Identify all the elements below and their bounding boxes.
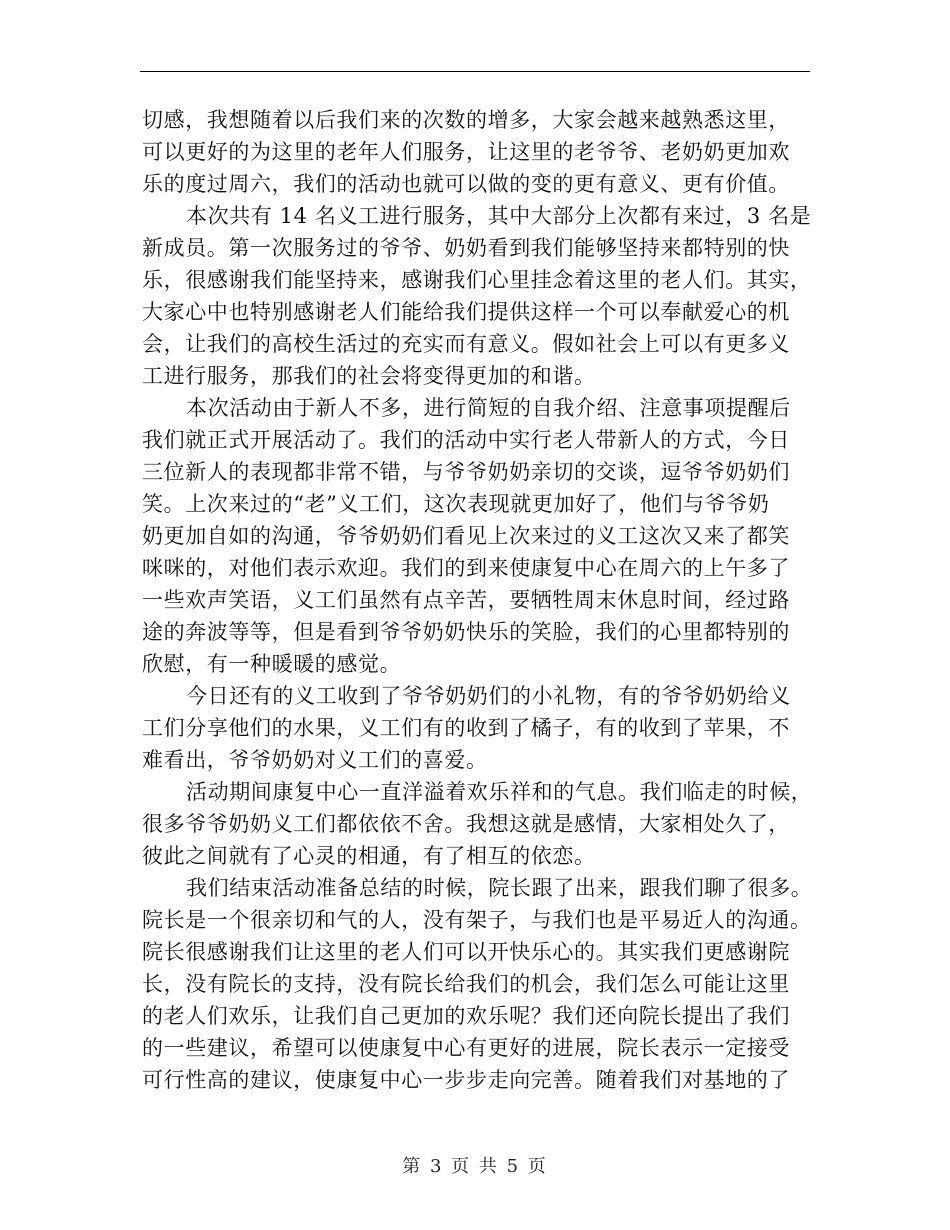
- page-number: 第 3 页 共 5 页: [402, 1156, 548, 1177]
- text-line: 工进行服务，那我们的社会将变得更加的和谐。: [142, 364, 596, 388]
- text-line: 我们结束活动准备总结的时候，院长跟了出来，跟我们聊了很多。: [186, 876, 813, 900]
- text-line: 活动期间康复中心一直洋溢着欢乐祥和的气息。我们临走的时候，: [186, 780, 813, 804]
- text-line: 咪咪的，对他们表示欢迎。我们的到来使康复中心在周六的上午多了: [142, 556, 790, 580]
- text-line: 我们就正式开展活动了。我们的活动中实行老人带新人的方式，今日: [142, 428, 790, 452]
- header-rule: [140, 71, 810, 72]
- text-line: 切感，我想随着以后我们来的次数的增多，大家会越来越熟悉这里，: [142, 108, 790, 132]
- text-line: 长，没有院长的支持，没有院长给我们的机会，我们怎么可能让这里: [142, 972, 790, 996]
- text-line: 会，让我们的高校生活过的充实而有意义。假如社会上可以有更多义: [142, 332, 790, 356]
- text-line: 本次活动由于新人不多，进行简短的自我介绍、注意事项提醒后: [186, 396, 791, 420]
- text-line: 工们分享他们的水果，义工们有的收到了橘子，有的收到了苹果，不: [142, 716, 790, 740]
- text-line: 彼此之间就有了心灵的相通，有了相互的依恋。: [142, 844, 596, 868]
- text-line: 院长很感谢我们让这里的老人们可以开快乐心的。其实我们更感谢院: [142, 940, 790, 964]
- text-line: 欣慰，有一种暖暖的感觉。: [142, 652, 402, 676]
- text-line: 的一些建议，希望可以使康复中心有更好的进展，院长表示一定接受: [142, 1036, 790, 1060]
- text-line: 大家心中也特别感谢老人们能给我们提供这样一个可以奉献爱心的机: [142, 300, 790, 324]
- text-line: 今日还有的义工收到了爷爷奶奶们的小礼物，有的爷爷奶奶给义: [186, 684, 791, 708]
- text-line: 三位新人的表现都非常不错，与爷爷奶奶亲切的交谈，逗爷爷奶奶们: [142, 460, 790, 484]
- text-line: 新成员。第一次服务过的爷爷、奶奶看到我们能够坚持来都特别的快: [142, 236, 790, 260]
- text-line: 本次共有 14 名义工进行服务，其中大部分上次都有来过，3 名是: [186, 204, 812, 228]
- text-line: 乐，很感谢我们能坚持来，感谢我们心里挂念着这里的老人们。其实，: [142, 268, 812, 292]
- text-line: 奶更加自如的沟通，爷爷奶奶们看见上次来过的义工这次又来了都笑: [142, 524, 790, 548]
- text-line: 可以更好的为这里的老年人们服务，让这里的老爷爷、老奶奶更加欢: [142, 140, 790, 164]
- text-line: 一些欢声笑语，义工们虽然有点辛苦，要牺牲周末休息时间，经过路: [142, 588, 790, 612]
- text-line: 很多爷爷奶奶义工们都依依不舍。我想这就是感情，大家相处久了，: [142, 812, 790, 836]
- text-line: 途的奔波等等，但是看到爷爷奶奶快乐的笑脸，我们的心里都特别的: [142, 620, 790, 644]
- text-line: 笑。上次来过的“老”义工们，这次表现就更加好了，他们与爷爷奶: [142, 492, 770, 516]
- document-body: [142, 104, 814, 1096]
- text-line: 难看出，爷爷奶奶对义工们的喜爱。: [142, 748, 488, 772]
- text-line: 院长是一个很亲切和气的人，没有架子，与我们也是平易近人的沟通。: [142, 908, 812, 932]
- text-line: 的老人们欢乐，让我们自己更加的欢乐呢？我们还向院长提出了我们: [142, 1004, 790, 1028]
- text-line: 可行性高的建议，使康复中心一步步走向完善。随着我们对基地的了: [142, 1068, 790, 1092]
- text-line: 乐的度过周六，我们的活动也就可以做的变的更有意义、更有价值。: [142, 172, 790, 196]
